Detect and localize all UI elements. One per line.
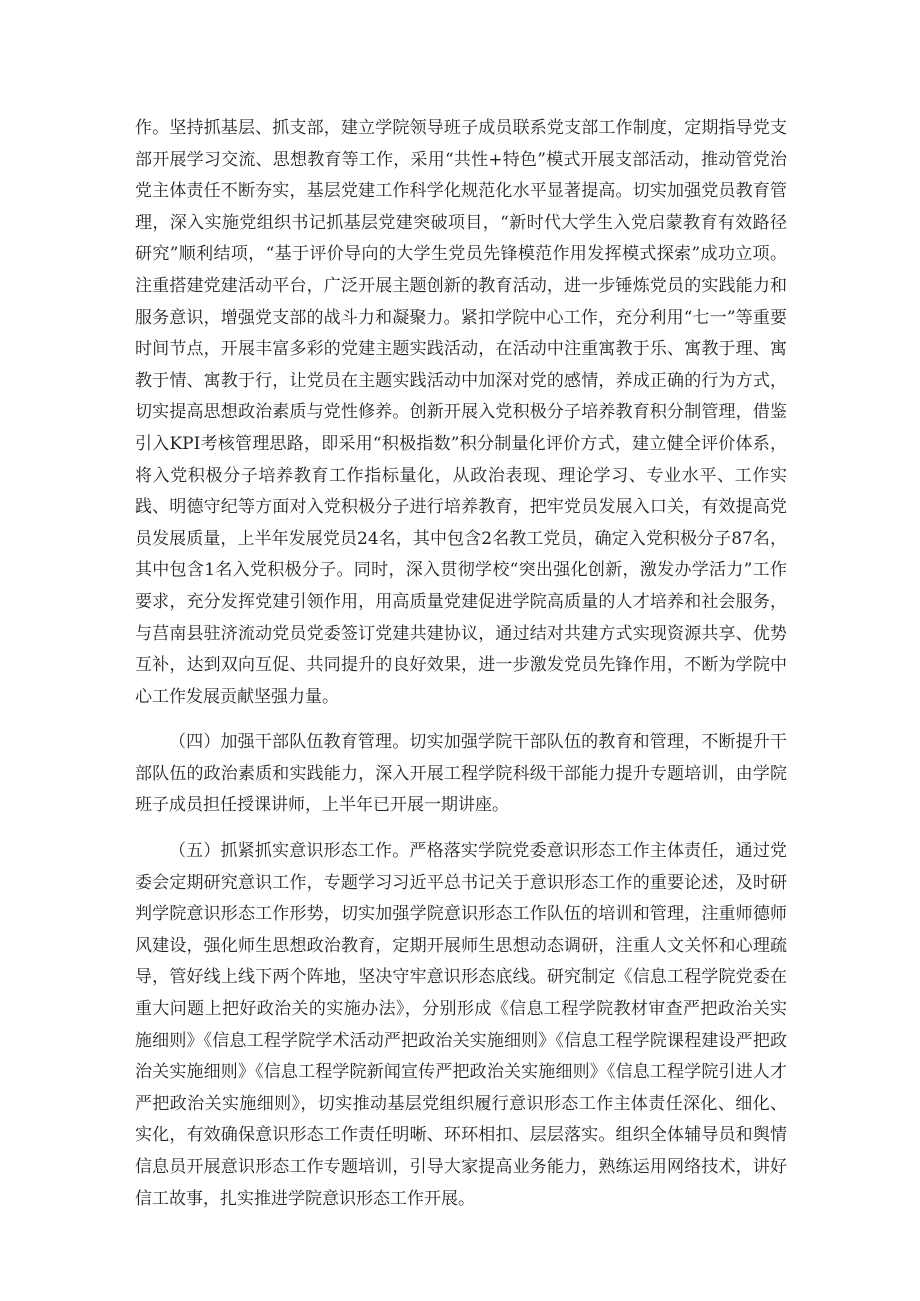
document-body	[135, 113, 787, 1215]
paragraph-continuation: 作。坚持抓基层、抓支部，建立学院领导班子成员联系党支部工作制度，定期指导党支部开展学习交流、思想教育等工作，采用“共性+特色”模式开展支部活动，推动管党治党主体责任不断夯实，基层党建工作科学化规范化水平显著提高。切实加强党员教育管理，深入实施党组织书记抓基层党建突破项目，“新时代大学生入党启蒙教育有效路径研究”顺利结项，“基于评价导向的大学生党员先锋模范作用发挥模式探索”成功立项。注重搭建党建活动平台，广泛开展主题创新的教育活动，进一步锤炼党员的实践能力和服务意识，增强党支部的战斗力和凝聚力。紧扣学院中心工作，充分利用“七一”等重要时间节点，开展丰富多彩的党建主题实践活动，在活动中注重寓教于乐、寓教于理、寓教于情、寓教于行，让党员在主题实践活动中加深对党的感情，养成正确的行为方式，切实提高思想政治素质与党性修养。创新开展入党积极分子培养教育积分制管理，借鉴引入KPI考核管理思路，即采用“积极指数”积分制量化评价方式，建立健全评价体系，将入党积极分子培养教育工作指标量化，从政治表现、理论学习、专业水平、工作实践、明德守纪等方面对入党积极分子进行培养教育，把牢党员发展入口关，有效提高党员发展质量，上半年发展党员24名，其中包含2名教工党员，确定入党积极分子87名，其中包含1名入党积极分子。同时，深入贯彻学校“突出强化创新，激发办学活力”工作要求，充分发挥党建引领作用，用高质量党建促进学院高质量的人才培养和社会服务，与莒南县驻济流动党员党委签订党建共建协议，通过结对共建方式实现资源共享、优势互补，达到双向互促、共同提升的良好效果，进一步激发党员先锋作用，不断为学院中心工作发展贡献坚强力量。	[135, 118, 787, 707]
paragraph-ideology-work: （五）抓紧抓实意识形态工作。严格落实学院党委意识形态工作主体责任，通过党委会定期研究意识工作，专题学习习近平总书记关于意识形态工作的重要论述，及时研判学院意识形态工作形势，切实加强学院意识形态工作队伍的培训和管理，注重师德师风建设，强化师生思想政治教育，定期开展师生思想动态调研，注重人文关怀和心理疏导，管好线上线下两个阵地，坚决守牢意识形态底线。研究制定《信息工程学院党委在重大问题上把好政治关的实施办法》，分别形成《信息工程学院教材审查严把政治关实施细则》《信息工程学院学术活动严把政治关实施细则》《信息工程学院课程建设严把政治关实施细则》《信息工程学院新闻宣传严把政治关实施细则》《信息工程学院引进人才严把政治关实施细则》，切实推动基层党组织履行意识形态工作主体责任深化、细化、实化，有效确保意识形态工作责任明晰、环环相扣、层层落实。组织全体辅导员和舆情信息员开展意识形态工作专题培训，引导大家提高业务能力，熟练运用网络技术，讲好信工故事，扎实推进学院意识形态工作开展。	[135, 841, 787, 1209]
paragraph-cadre-management: （四）加强干部队伍教育管理。切实加强学院干部队伍的教育和管理，不断提升干部队伍的政治素质和实践能力，深入开展工程学院科级干部能力提升专题培训，由学院班子成员担任授课讲师，上半年已开展一期讲座。	[135, 732, 787, 816]
